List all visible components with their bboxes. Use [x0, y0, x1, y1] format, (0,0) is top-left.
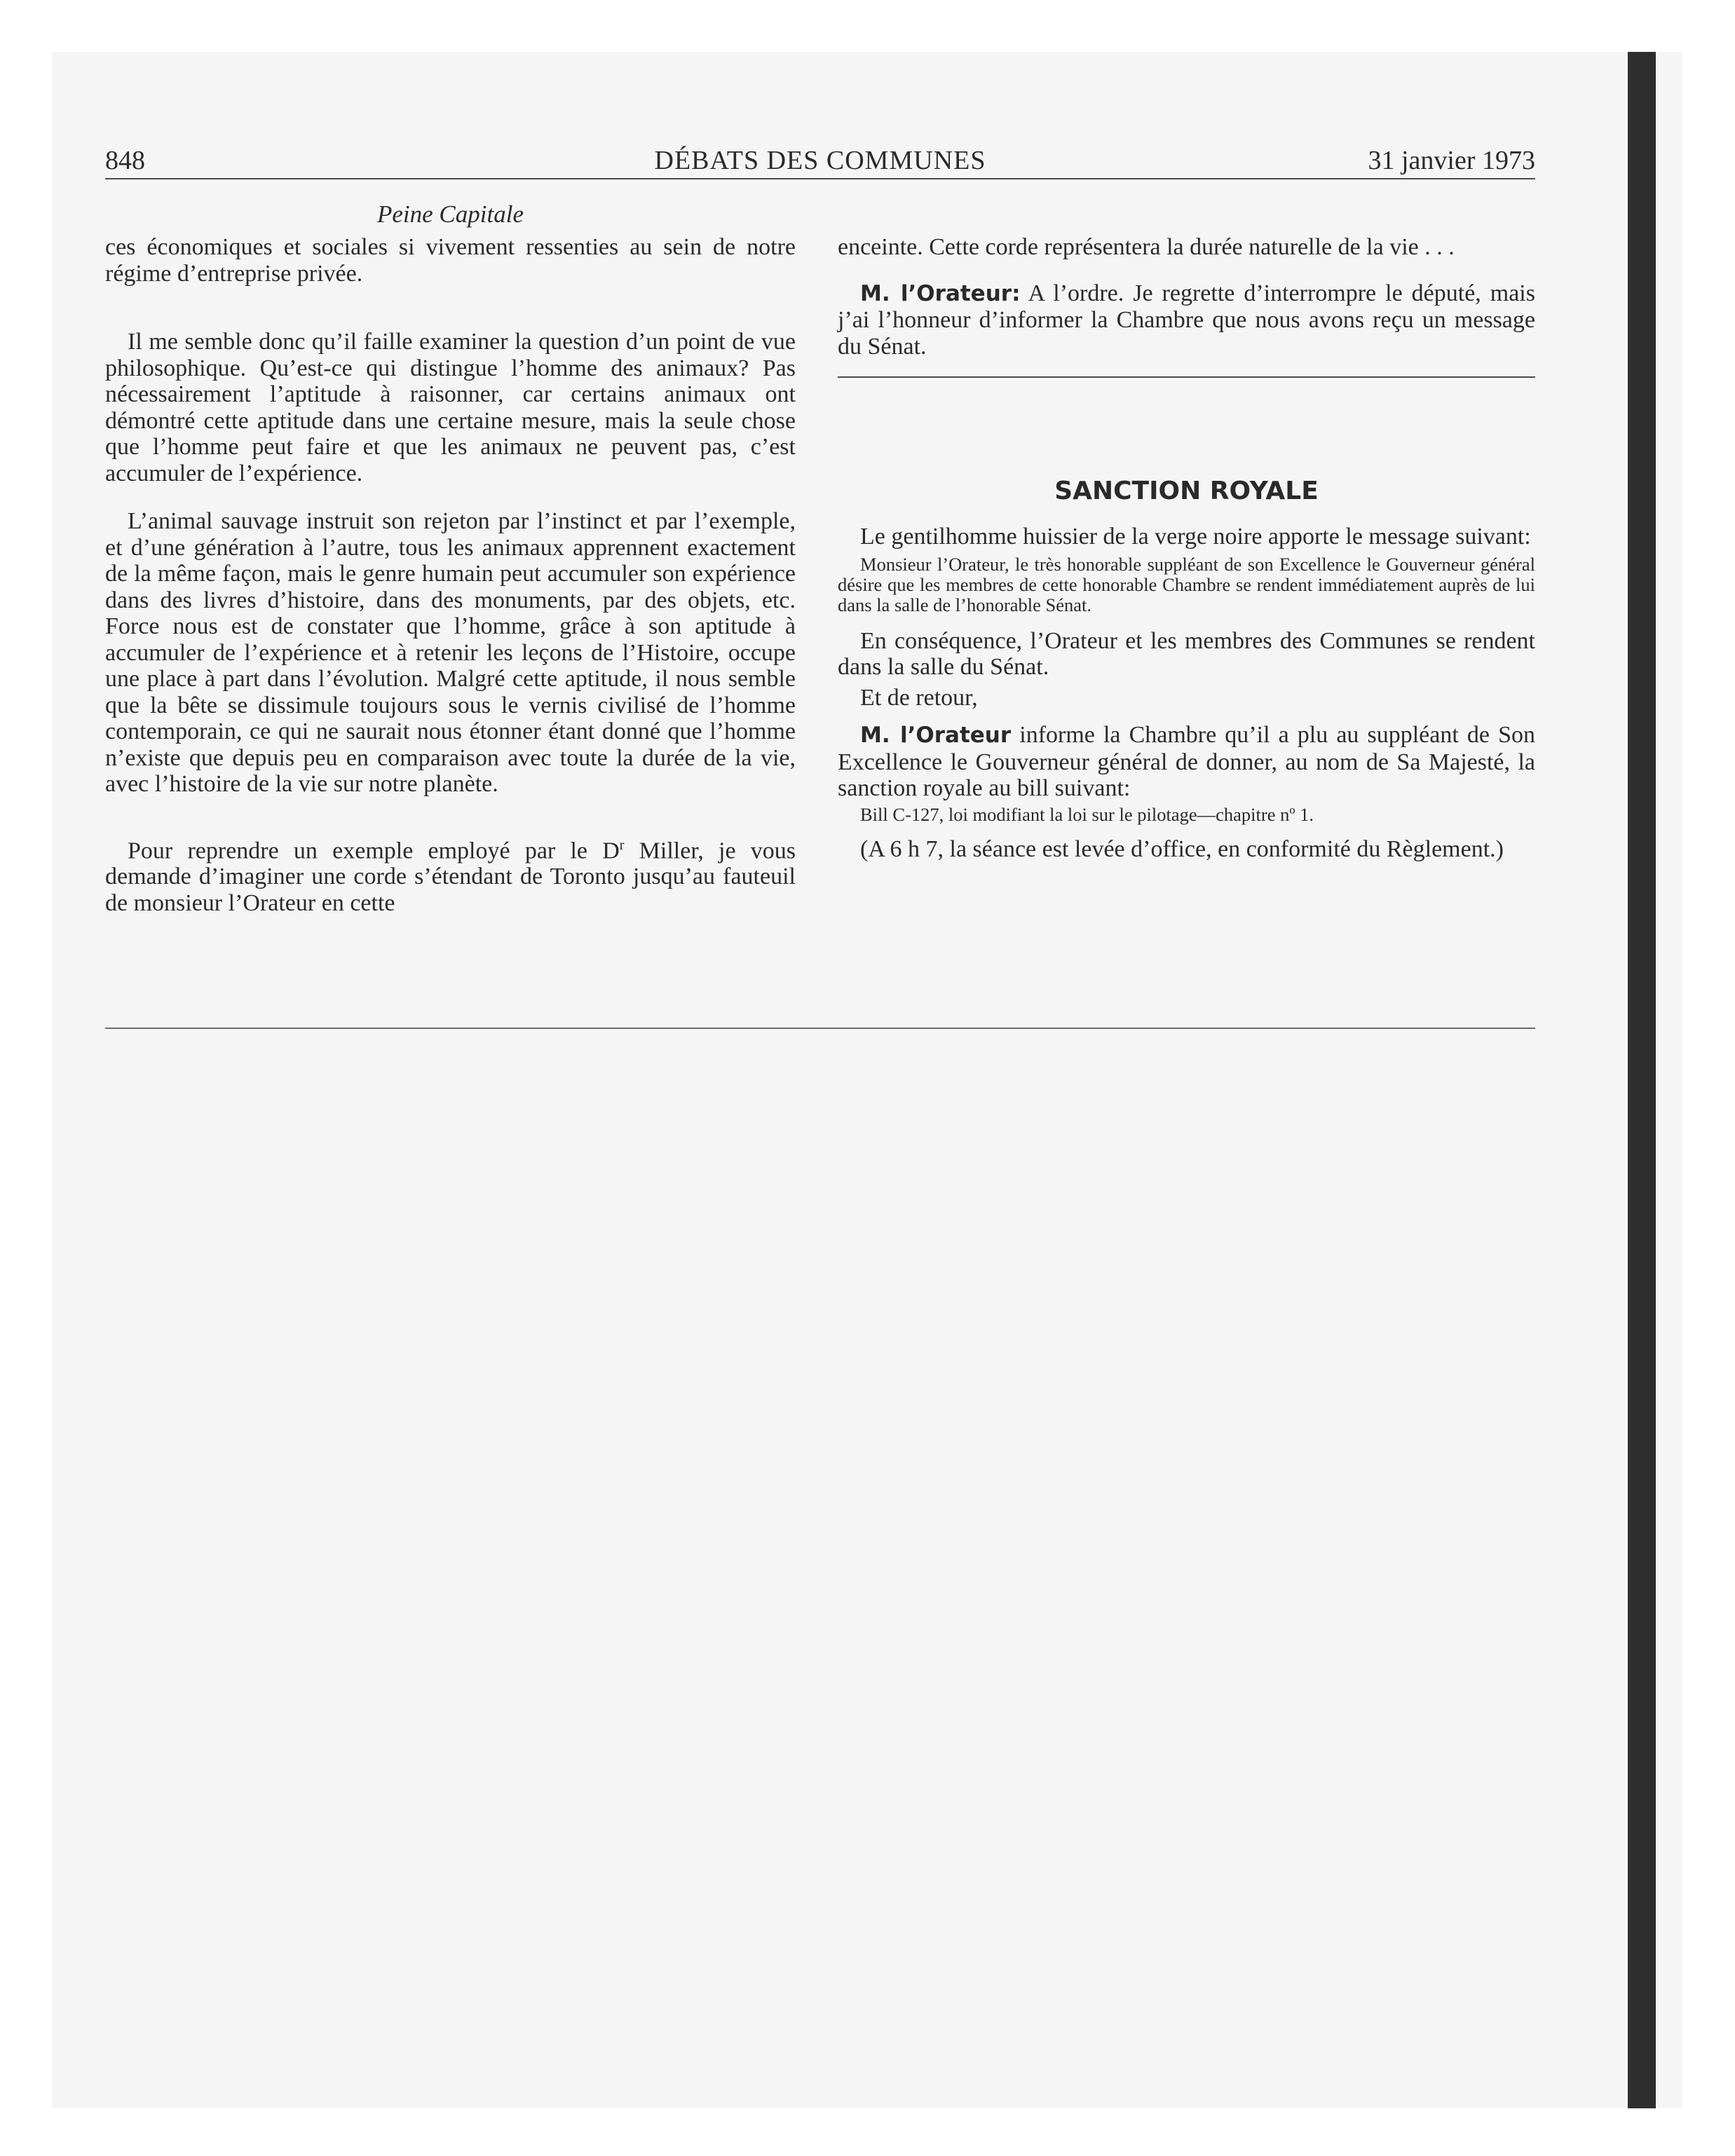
publication-title: DÉBATS DES COMMUNES [654, 146, 986, 175]
paragraph: Il me semble donc qu’il faille examiner la question d’un point de vue philosophique. Qu’est-ce qui distingue l’homme des animaux? Pas nécessairement l’aptitude à raisonner, car certains animaux ont démontré cette aptitude dans une certaine mesure, mais la seule chose que l’homme peut faire et que les animaux ne peuvent pas, c’est accumuler de l’expérience. [105, 329, 796, 486]
paragraph: ces économiques et sociales si vivement ressenties au sein de notre régime d’entreprise privée. [105, 234, 796, 287]
paragraph [105, 833, 796, 917]
paragraph: Et de retour, [860, 684, 978, 711]
text-run: Miller, je vous demande d’imaginer une corde s’étendant de Toronto jusqu’au fauteuil de monsieur l’Orateur en cette [105, 837, 796, 916]
paragraph: L’animal sauvage instruit son rejeton par l’instinct et par l’exemple, et d’une génération à l’autre, tous les animaux apprennent exactement de la même façon, mais le genre humain peut accumuler son expérience dans des livres d’histoire, dans des monuments, par des objets, etc. Force nous est de constater que l’homme, grâce à son aptitude à accumuler de l’expérience et à retenir les leçons de l’Histoire, occupe une place à part dans l’évolution. Malgré cette aptitude, il nous semble que la bête se dissimule toujours sous le vernis civilisé de l’homme contemporain, ce qui ne saurait nous étonner étant donné que l’homme n’existe que depuis peu en comparaison avec toute la durée de la vie, avec l’histoire de la vie sur notre planète. [105, 508, 796, 797]
bill-entry [838, 805, 1535, 825]
speech-text: A l’ordre. Je regrette d’interrompre le député, mais j’ai l’honneur d’informer la Chambre que nous avons reçu un message du Sénat. [838, 280, 1535, 360]
speaker-name: M. l’Orateur [860, 723, 1012, 748]
speaker-paragraph [838, 722, 1535, 802]
quote-text: Monsieur l’Orateur, le très honorable suppléant de son Excellence le Gouverneur général désire que les membres de cette honorable Chambre se rendent immédiatement auprès de lui dans la salle de l’honorable Sénat. [838, 553, 1535, 615]
paragraph: enceinte. Cette corde représentera la durée naturelle de la vie . . . [838, 234, 1455, 260]
page-header [105, 144, 1535, 179]
scan-edge-shadow [1628, 52, 1656, 2108]
bill-text: Bill C-127, loi modifiant la loi sur le pilotage—chapitre nº 1. [860, 803, 1314, 825]
page-number: 848 [105, 146, 145, 175]
text-run: Pour reprendre un exemple employé par le D [128, 837, 620, 864]
bottom-rule [105, 1028, 1535, 1029]
left-column [105, 234, 796, 916]
paragraph: (A 6 h 7, la séance est levée d’office, en conformité du Règlement.) [860, 835, 1504, 862]
section-divider [838, 376, 1535, 378]
speech-text: informe la Chambre qu’il a plu au suppléant de Son Excellence le Gouverneur général de donner, au nom de Sa Majesté, la sanction royale au bill suivant: [838, 722, 1535, 801]
message-quote [838, 554, 1535, 615]
speaker-paragraph [838, 280, 1535, 360]
paragraph: En conséquence, l’Orateur et les membres des Communes se rendent dans la salle du Sénat. [838, 627, 1535, 680]
speaker-name: M. l’Orateur: [860, 280, 1021, 306]
section-heading: SANCTION ROYALE [1054, 477, 1319, 505]
right-column [838, 234, 1535, 862]
paragraph: Le gentilhomme huissier de la verge noire apporte le message suivant: [860, 524, 1531, 550]
page-date: 31 janvier 1973 [1368, 146, 1535, 175]
section-running-title: Peine Capitale [377, 200, 524, 228]
superscript: r [619, 837, 625, 853]
